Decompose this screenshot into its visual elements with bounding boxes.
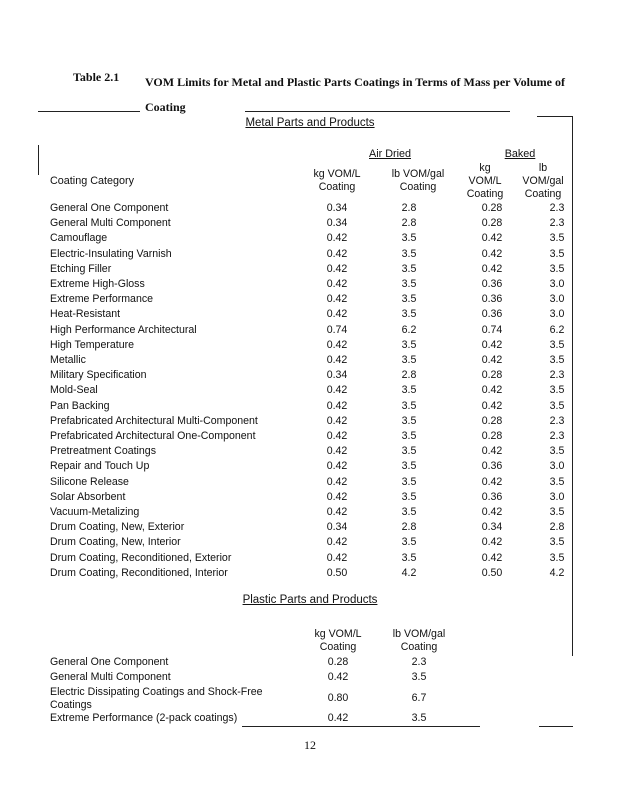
baked-lb-cell: 2.3 bbox=[549, 430, 565, 442]
air-lb-cell: 3.5 bbox=[401, 506, 417, 518]
air-kg-cell: 0.34 bbox=[326, 217, 348, 230]
coating-category-cell: Electric Dissipating Coatings and Shock-Free Coatings bbox=[50, 686, 263, 711]
baked-kg-cell: 0.42 bbox=[481, 399, 503, 412]
coating-category-cell: Mold-Seal bbox=[50, 384, 98, 397]
air-kg-cell: 0.34 bbox=[326, 521, 348, 534]
plastic-lb-cell: 3.5 bbox=[411, 712, 427, 724]
baked-kg-cell: 0.74 bbox=[481, 323, 503, 336]
air-kg-cell: 0.74 bbox=[326, 323, 348, 336]
baked-kg-cell: 0.28 bbox=[481, 414, 503, 427]
coating-category-cell: Camouflage bbox=[50, 232, 108, 245]
table-number: Table 2.1 bbox=[73, 70, 120, 84]
baked-lb-cell: 2.3 bbox=[549, 217, 565, 230]
coating-category-cell: Solar Absorbent bbox=[50, 490, 126, 503]
air-lb-cell: 3.5 bbox=[401, 414, 417, 427]
air-lb-cell: 2.8 bbox=[401, 202, 417, 214]
coating-category-cell: High Temperature bbox=[50, 338, 135, 351]
coating-category-cell: Silicone Release bbox=[50, 475, 129, 488]
coating-category-cell: Drum Coating, Reconditioned, Interior bbox=[50, 566, 228, 579]
coating-category-cell: Metallic bbox=[50, 354, 86, 366]
table-title: VOM Limits for Metal and Plastic Parts Coatings in Terms of Mass per Volume of Coating bbox=[145, 75, 565, 114]
baked-lb-cell: 2.3 bbox=[549, 414, 565, 427]
baked-kg-cell: 0.36 bbox=[481, 278, 503, 290]
air-lb-cell: 6.2 bbox=[401, 323, 417, 336]
coating-category-cell: Military Specification bbox=[50, 369, 147, 382]
baked-kg-cell: 0.36 bbox=[481, 460, 503, 473]
baked-kg-cell: 0.28 bbox=[481, 369, 503, 382]
rule-bottom-right bbox=[539, 726, 573, 727]
air-kg-cell: 0.42 bbox=[326, 506, 348, 518]
baked-lb-cell: 3.5 bbox=[549, 506, 565, 518]
coating-category-header: Coating Category bbox=[50, 175, 135, 187]
baked-heading: Baked bbox=[504, 148, 536, 160]
coating-category-cell: Etching Filler bbox=[50, 262, 112, 275]
air-lb-cell: 3.5 bbox=[401, 551, 417, 564]
baked-lb-cell: 3.5 bbox=[549, 551, 565, 564]
air-lb-cell: 3.5 bbox=[401, 475, 417, 488]
baked-lb-cell: 3.5 bbox=[549, 338, 565, 351]
air-kg-cell: 0.42 bbox=[326, 460, 348, 473]
page-number: 12 bbox=[304, 738, 316, 752]
coating-category-cell: High Performance Architectural bbox=[50, 323, 197, 336]
baked-lb-cell: 3.5 bbox=[549, 445, 565, 458]
baked-lb-cell: 3.5 bbox=[549, 399, 565, 412]
coating-category-cell: Pretreatment Coatings bbox=[50, 445, 156, 458]
air-kg-cell: 0.42 bbox=[326, 399, 348, 412]
air-lb-cell: 3.5 bbox=[401, 278, 417, 290]
air-lb-cell: 3.5 bbox=[401, 262, 417, 275]
air-lb-cell: 3.5 bbox=[401, 247, 417, 260]
lb-vomgal-header: lb VOM/gal Coating bbox=[391, 168, 445, 193]
coating-category-cell: General One Component bbox=[50, 656, 169, 668]
baked-kg-cell: 0.42 bbox=[481, 506, 503, 518]
plastic-kg-cell: 0.28 bbox=[327, 656, 349, 668]
coating-category-cell: Drum Coating, New, Exterior bbox=[50, 521, 185, 534]
air-lb-cell: 3.5 bbox=[401, 293, 417, 306]
kg-voml-header: kg VOM/L Coating bbox=[313, 168, 361, 193]
coating-category-cell: Drum Coating, Reconditioned, Exterior bbox=[50, 551, 232, 564]
air-kg-cell: 0.34 bbox=[326, 202, 348, 214]
air-kg-cell: 0.42 bbox=[326, 232, 348, 245]
baked-lb-cell: 2.8 bbox=[549, 521, 565, 534]
air-kg-cell: 0.50 bbox=[326, 566, 348, 579]
baked-lb-cell: 4.2 bbox=[549, 566, 565, 579]
air-kg-cell: 0.42 bbox=[326, 551, 348, 564]
coating-category-cell: General Multi Component bbox=[50, 217, 171, 230]
baked-kg-cell: 0.42 bbox=[481, 247, 503, 260]
coating-category-cell: Extreme High-Gloss bbox=[50, 278, 145, 290]
rule-bottom-mid bbox=[242, 726, 480, 727]
baked-lb-cell: 2.3 bbox=[549, 369, 565, 382]
air-lb-cell: 3.5 bbox=[401, 430, 417, 442]
baked-lb-cell: 3.0 bbox=[549, 293, 565, 306]
air-lb-cell: 3.5 bbox=[401, 460, 417, 473]
plastic-lb-cell: 6.7 bbox=[411, 692, 427, 704]
air-kg-cell: 0.42 bbox=[326, 430, 348, 442]
air-kg-cell: 0.42 bbox=[326, 414, 348, 427]
baked-kg-cell: 0.42 bbox=[481, 262, 503, 275]
coating-category-cell: General Multi Component bbox=[50, 671, 171, 683]
baked-kg-cell: 0.36 bbox=[481, 490, 503, 503]
baked-kg-cell: 0.50 bbox=[481, 566, 503, 579]
baked-kg-cell: 0.36 bbox=[481, 293, 503, 306]
baked-kg-cell: 0.42 bbox=[481, 338, 503, 351]
air-lb-cell: 3.5 bbox=[401, 354, 417, 366]
air-lb-cell: 3.5 bbox=[401, 384, 417, 397]
air-lb-cell: 2.8 bbox=[401, 521, 417, 534]
baked-kg-cell: 0.42 bbox=[481, 551, 503, 564]
baked-kg-cell: 0.42 bbox=[481, 475, 503, 488]
baked-lb-cell: 3.0 bbox=[549, 490, 565, 503]
baked-lb-cell: 3.5 bbox=[549, 384, 565, 397]
air-kg-cell: 0.42 bbox=[326, 475, 348, 488]
air-kg-cell: 0.42 bbox=[326, 490, 348, 503]
baked-kg-cell: 0.42 bbox=[481, 232, 503, 245]
baked-kg-cell: 0.36 bbox=[481, 308, 503, 321]
plastic-lb-header: lb VOM/gal Coating bbox=[392, 628, 446, 653]
coating-category-cell: Extreme Performance (2-pack coatings) bbox=[50, 712, 238, 724]
air-kg-cell: 0.42 bbox=[326, 278, 348, 290]
baked-lb-cell: 3.5 bbox=[549, 232, 565, 245]
air-kg-cell: 0.42 bbox=[326, 293, 348, 306]
baked-kg-cell: 0.34 bbox=[481, 521, 503, 534]
air-kg-cell: 0.42 bbox=[326, 262, 348, 275]
baked-kg-cell: 0.42 bbox=[481, 384, 503, 397]
air-kg-cell: 0.42 bbox=[326, 354, 348, 366]
baked-lb-cell: 6.2 bbox=[549, 323, 565, 336]
air-lb-cell: 3.5 bbox=[401, 536, 417, 549]
plastic-lb-cell: 2.3 bbox=[411, 656, 427, 668]
coating-category-cell: Electric-Insulating Varnish bbox=[50, 247, 172, 260]
plastic-kg-header: kg VOM/L Coating bbox=[314, 628, 362, 653]
air-lb-cell: 2.8 bbox=[401, 369, 417, 382]
baked-kg-cell: 0.42 bbox=[481, 354, 503, 366]
air-kg-cell: 0.42 bbox=[326, 247, 348, 260]
air-lb-cell: 3.5 bbox=[401, 308, 417, 321]
air-kg-cell: 0.42 bbox=[326, 536, 348, 549]
baked-kg-cell: 0.28 bbox=[481, 217, 503, 230]
plastic-kg-cell: 0.42 bbox=[327, 712, 349, 724]
air-lb-cell: 4.2 bbox=[401, 566, 417, 579]
air-lb-cell: 3.5 bbox=[401, 490, 417, 503]
plastic-kg-cell: 0.42 bbox=[327, 671, 349, 683]
air-kg-cell: 0.42 bbox=[326, 445, 348, 458]
coating-category-cell: Pan Backing bbox=[50, 399, 110, 412]
coating-category-cell: Repair and Touch Up bbox=[50, 460, 150, 473]
air-lb-cell: 3.5 bbox=[401, 445, 417, 458]
baked-kg-cell: 0.42 bbox=[481, 445, 503, 458]
rule-left-vertical bbox=[38, 145, 39, 175]
coating-category-cell: General One Component bbox=[50, 202, 169, 214]
baked-lb-cell: 3.5 bbox=[549, 475, 565, 488]
coating-category-cell: Prefabricated Architectural Multi-Component bbox=[50, 414, 258, 427]
kg-voml-baked-header: kg VOM/L Coating bbox=[466, 162, 504, 200]
air-dried-heading: Air Dried bbox=[369, 148, 411, 160]
baked-lb-cell: 3.0 bbox=[549, 308, 565, 321]
air-kg-cell: 0.34 bbox=[326, 369, 348, 382]
rule-top-right bbox=[537, 116, 572, 117]
baked-kg-cell: 0.28 bbox=[481, 430, 503, 442]
plastic-lb-cell: 3.5 bbox=[411, 671, 427, 683]
air-lb-cell: 3.5 bbox=[401, 338, 417, 351]
coating-category-cell: Extreme Performance bbox=[50, 293, 154, 306]
baked-lb-cell: 3.5 bbox=[549, 536, 565, 549]
air-lb-cell: 3.5 bbox=[401, 232, 417, 245]
baked-kg-cell: 0.42 bbox=[481, 536, 503, 549]
baked-lb-cell: 3.5 bbox=[549, 262, 565, 275]
baked-lb-cell: 2.3 bbox=[549, 202, 565, 214]
lb-vomgal-baked-header: lb VOM/gal Coating bbox=[522, 162, 564, 200]
plastic-section-heading: Plastic Parts and Products bbox=[242, 594, 378, 606]
baked-kg-cell: 0.28 bbox=[481, 202, 503, 214]
rule-top-left bbox=[38, 111, 140, 112]
air-kg-cell: 0.42 bbox=[326, 308, 348, 321]
metal-section-heading: Metal Parts and Products bbox=[245, 117, 375, 129]
plastic-kg-cell: 0.80 bbox=[327, 692, 349, 704]
baked-lb-cell: 3.5 bbox=[549, 247, 565, 260]
baked-lb-cell: 3.0 bbox=[549, 278, 565, 290]
coating-category-cell: Heat-Resistant bbox=[50, 308, 121, 321]
air-kg-cell: 0.42 bbox=[326, 338, 348, 351]
coating-category-cell: Vacuum-Metalizing bbox=[50, 506, 140, 518]
baked-lb-cell: 3.0 bbox=[549, 460, 565, 473]
air-lb-cell: 2.8 bbox=[401, 217, 417, 230]
air-lb-cell: 3.5 bbox=[401, 399, 417, 412]
coating-category-cell: Prefabricated Architectural One-Component bbox=[50, 430, 256, 442]
baked-lb-cell: 3.5 bbox=[549, 354, 565, 366]
air-kg-cell: 0.42 bbox=[326, 384, 348, 397]
coating-category-cell: Drum Coating, New, Interior bbox=[50, 536, 181, 549]
rule-top-mid bbox=[245, 111, 510, 112]
